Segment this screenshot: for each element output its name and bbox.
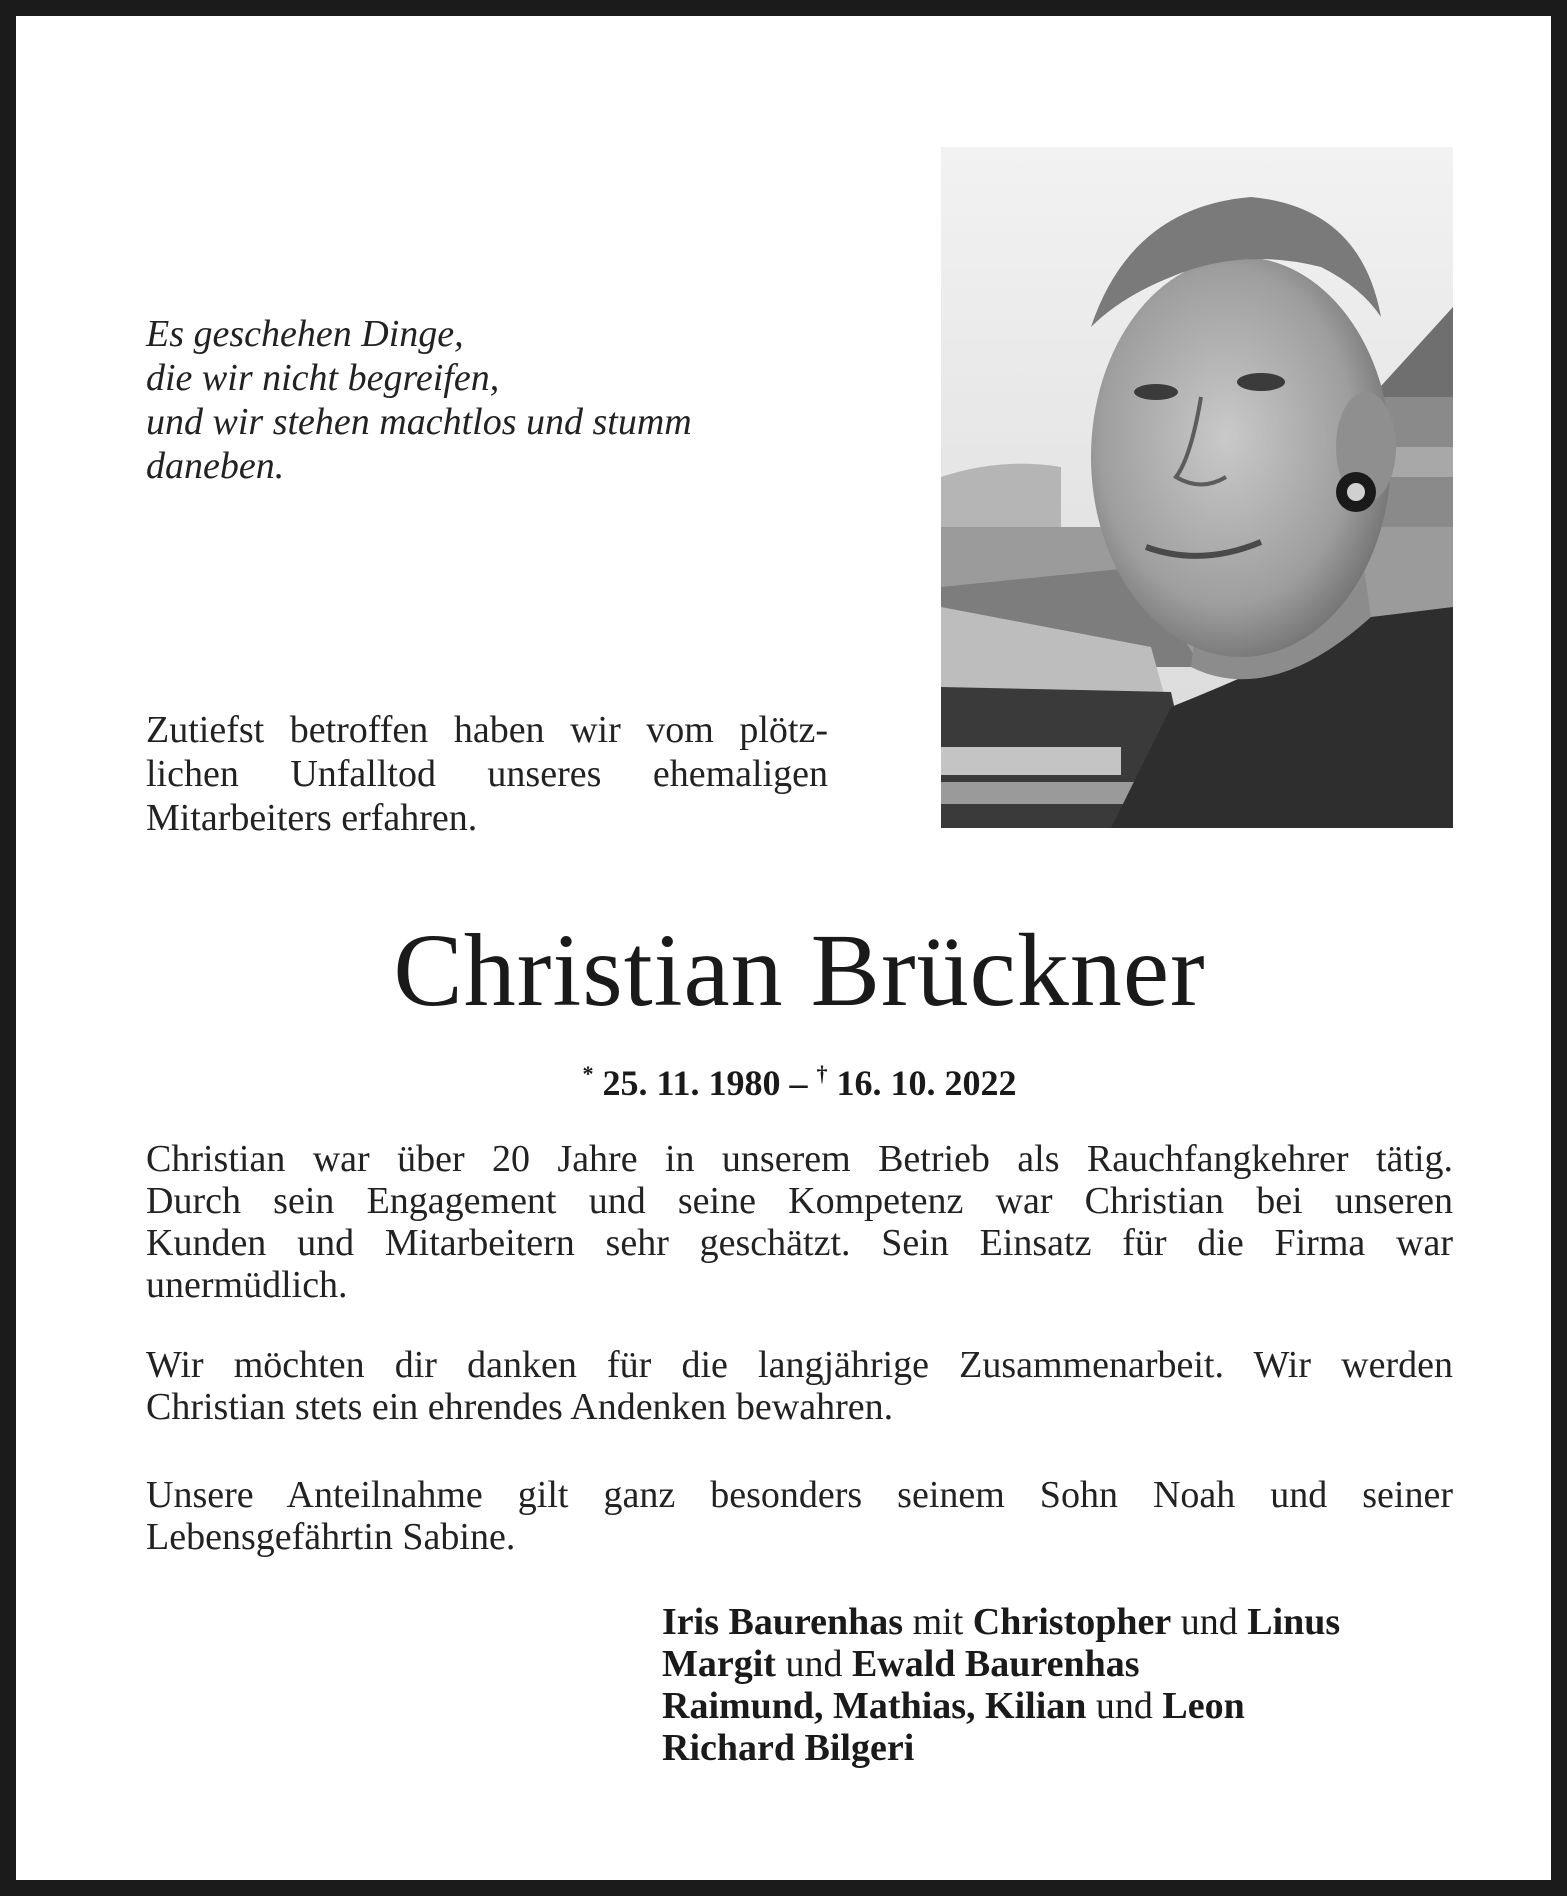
death-date: 16. 10. 2022 bbox=[836, 1063, 1017, 1103]
signature-line bbox=[662, 1685, 1462, 1727]
signer-name: Margit bbox=[662, 1643, 776, 1685]
quote-line: daneben. bbox=[146, 445, 285, 487]
signature-line bbox=[662, 1643, 1462, 1685]
paragraph-line: Wir möchten dir danken für die langjährige Zusammenarbeit. Wir werden bbox=[146, 1344, 1453, 1386]
paragraph-line: Unsere Anteilnahme gilt ganz besonders seinem Sohn Noah und seiner bbox=[146, 1474, 1453, 1516]
paragraph-thanks bbox=[146, 1344, 1453, 1428]
quote-line: Es geschehen Dinge, bbox=[146, 313, 464, 355]
signer-name: Richard Bilgeri bbox=[662, 1727, 915, 1769]
birth-date: 25. 11. 1980 bbox=[602, 1063, 781, 1103]
deceased-name: Christian Brückner bbox=[393, 913, 1206, 1028]
signature-conjunction: und bbox=[775, 1643, 852, 1685]
paragraph-line: Durch sein Engagement und seine Kompetenz war Christian bei unseren bbox=[146, 1180, 1453, 1222]
portrait-illustration bbox=[941, 147, 1453, 828]
life-dates bbox=[16, 1052, 1567, 1105]
quote-line: die wir nicht begreifen, bbox=[146, 357, 500, 399]
signature-conjunction: und bbox=[1086, 1685, 1163, 1727]
memorial-quote bbox=[146, 312, 766, 488]
signer-name: Christopher bbox=[972, 1601, 1172, 1643]
signature-line bbox=[662, 1727, 1462, 1769]
quote-line: und wir stehen machtlos und stumm bbox=[146, 401, 692, 443]
paragraph-line: unermüdlich. bbox=[146, 1264, 348, 1306]
intro-text bbox=[146, 708, 828, 840]
signature-line bbox=[662, 1601, 1462, 1643]
paragraph-line: Christian stets ein ehrendes Andenken bewahren. bbox=[146, 1386, 894, 1428]
paragraph-line: Kunden und Mitarbeitern sehr geschätzt. Sein Einsatz für die Firma war bbox=[146, 1222, 1453, 1264]
signature-conjunction: mit bbox=[903, 1601, 973, 1643]
intro-line: lichen Unfalltod unseres ehemaligen bbox=[146, 753, 828, 795]
portrait-photo bbox=[941, 147, 1453, 828]
intro-line: Mitarbeiters erfahren. bbox=[146, 797, 478, 839]
signer-name: Leon bbox=[1162, 1685, 1245, 1727]
paragraph-line: Christian war über 20 Jahre in unserem Betrieb als Rauchfangkehrer tätig. bbox=[146, 1138, 1453, 1180]
signatures bbox=[662, 1601, 1462, 1769]
paragraph-condolence bbox=[146, 1474, 1453, 1558]
signer-name: Ewald Baurenhas bbox=[851, 1643, 1140, 1685]
intro-line: Zutiefst betroffen haben wir vom plötz- bbox=[146, 709, 828, 751]
death-symbol: † bbox=[816, 1061, 828, 1086]
signer-name: Linus bbox=[1247, 1601, 1341, 1643]
signature-conjunction: und bbox=[1171, 1601, 1248, 1643]
signer-name: Iris Baurenhas bbox=[662, 1601, 904, 1643]
paragraph-tribute bbox=[146, 1138, 1453, 1306]
date-separator: – bbox=[789, 1063, 808, 1103]
signer-name: Raimund, Mathias, Kilian bbox=[662, 1685, 1087, 1727]
birth-symbol: * bbox=[582, 1061, 594, 1086]
paragraph-line: Lebensgefährtin Sabine. bbox=[146, 1516, 516, 1558]
